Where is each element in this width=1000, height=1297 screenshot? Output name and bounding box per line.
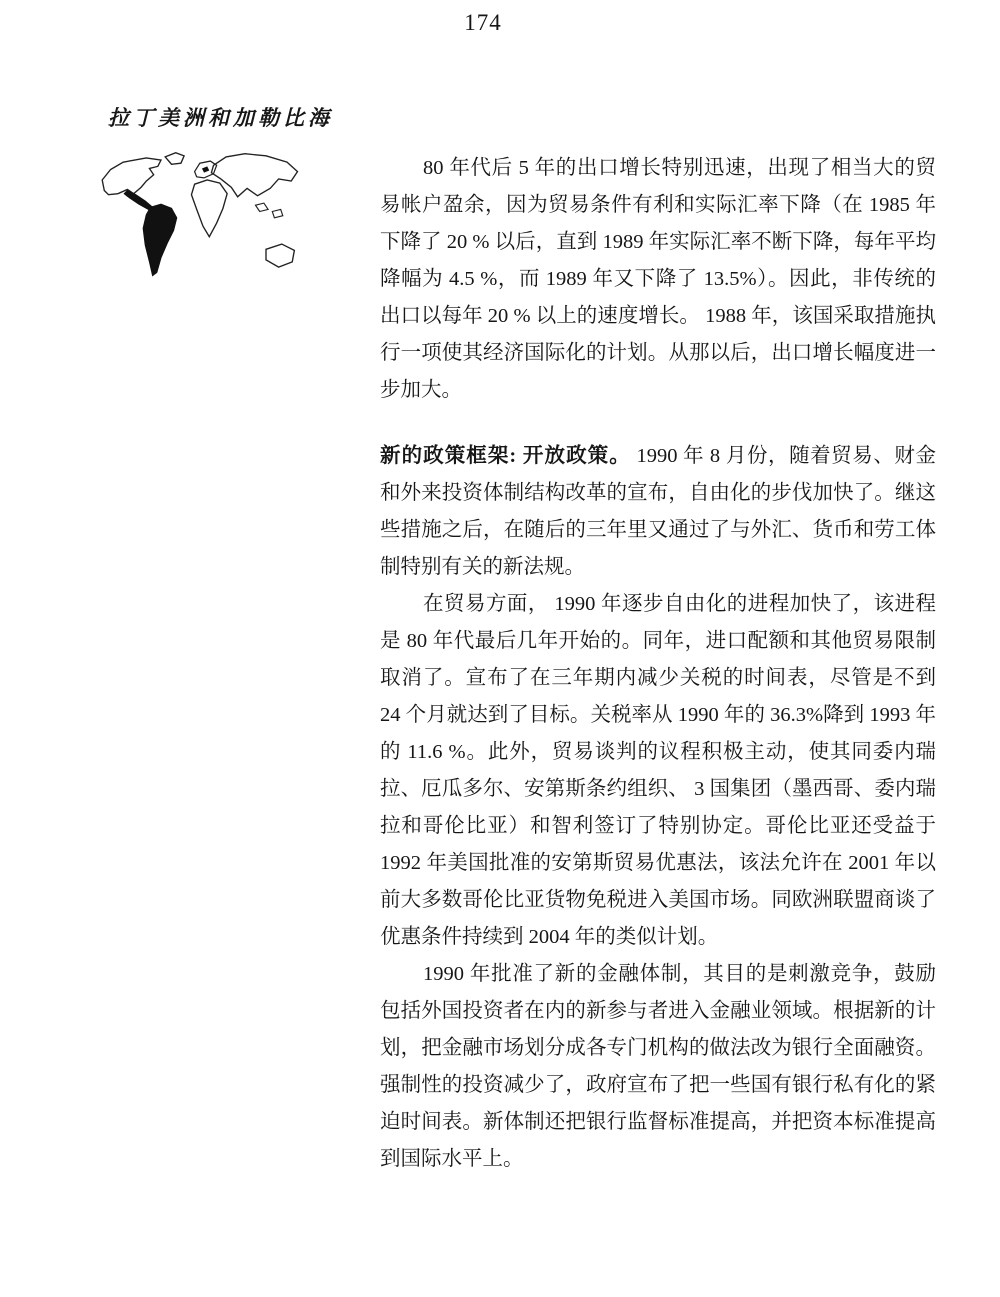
map-australia xyxy=(266,244,294,267)
map-africa xyxy=(191,180,227,237)
map-europe-shading xyxy=(202,166,209,172)
main-text-column xyxy=(380,150,936,1178)
paragraph-policy-lead: 新的政策框架: 开放政策。 xyxy=(380,445,631,467)
section-title: 拉丁美洲和加勒比海 xyxy=(108,106,333,130)
map-southeast-asia-islands xyxy=(256,203,283,218)
paragraph-export-growth: 80 年代后 5 年的出口增长特别迅速，出现了相当大的贸易帐户盈余，因为贸易条件有利和实际汇率下降（在 1985 年下降了 20 % 以后，直到 1989 年实际汇率不断下降，每年平均降幅为 4.5 %，而 1989 年又下降了 13.5%）。因此，非传统的出口以每年 20 % 以上的速度增长。 1988 年，该国采取措施执行一项使其经济国际化的计划。从那以后，出口增长幅度进一步加大。 xyxy=(380,157,936,401)
map-south-america-highlight xyxy=(143,204,177,275)
world-map-icon xyxy=(98,148,308,296)
paragraph-trade-liberalization: 在贸易方面， 1990 年逐步自由化的进程加快了，该进程是 80 年代最后几年开始的。同年，进口配额和其他贸易限制取消了。宣布了在三年期内减少关税的时间表，尽管是不到 24 个月就达到了目标。关税率从 1990 年的 36.3%降到 1993 年的 11.6 %。此外，贸易谈判的议程积极主动，使其同委内瑞拉、厄瓜多尔、安第斯条约组织、 3 国集团（墨西哥、委内瑞拉和哥伦比亚）和智利签订了特别协定。哥伦比亚还受益于 1992 年美国批准的安第斯贸易优惠法，该法允许在 2001 年以前大多数哥伦比亚货物免税进入美国市场。同欧洲联盟商谈了优惠条件持续到 2004 年的类似计划。 xyxy=(380,593,936,948)
page-number: 174 xyxy=(464,10,502,35)
world-map-svg xyxy=(98,148,308,296)
map-central-america-highlight xyxy=(124,191,152,210)
paragraph-policy-body: 1990 年 8 月份，随着贸易、财金和外来投资体制结构改革的宣布，自由化的步伐加快了。继这些措施之后，在随后的三年里又通过了与外汇、货币和劳工体制特别有关的新法规。 xyxy=(380,445,936,578)
paragraph-financial-system: 1990 年批准了新的金融体制，其目的是刺激竞争，鼓励包括外国投资者在内的新参与者进入金融业领域。根据新的计划，把金融市场划分成各专门机构的做法改为银行全面融资。强制性的投资减少了，政府宣布了把一些国有银行私有化的紧迫时间表。新体制还把银行监督标准提高，并把资本标准提高到国际水平上。 xyxy=(380,963,936,1170)
map-north-america xyxy=(102,158,161,195)
paragraph-policy-framework xyxy=(380,438,936,586)
map-greenland xyxy=(165,153,184,165)
